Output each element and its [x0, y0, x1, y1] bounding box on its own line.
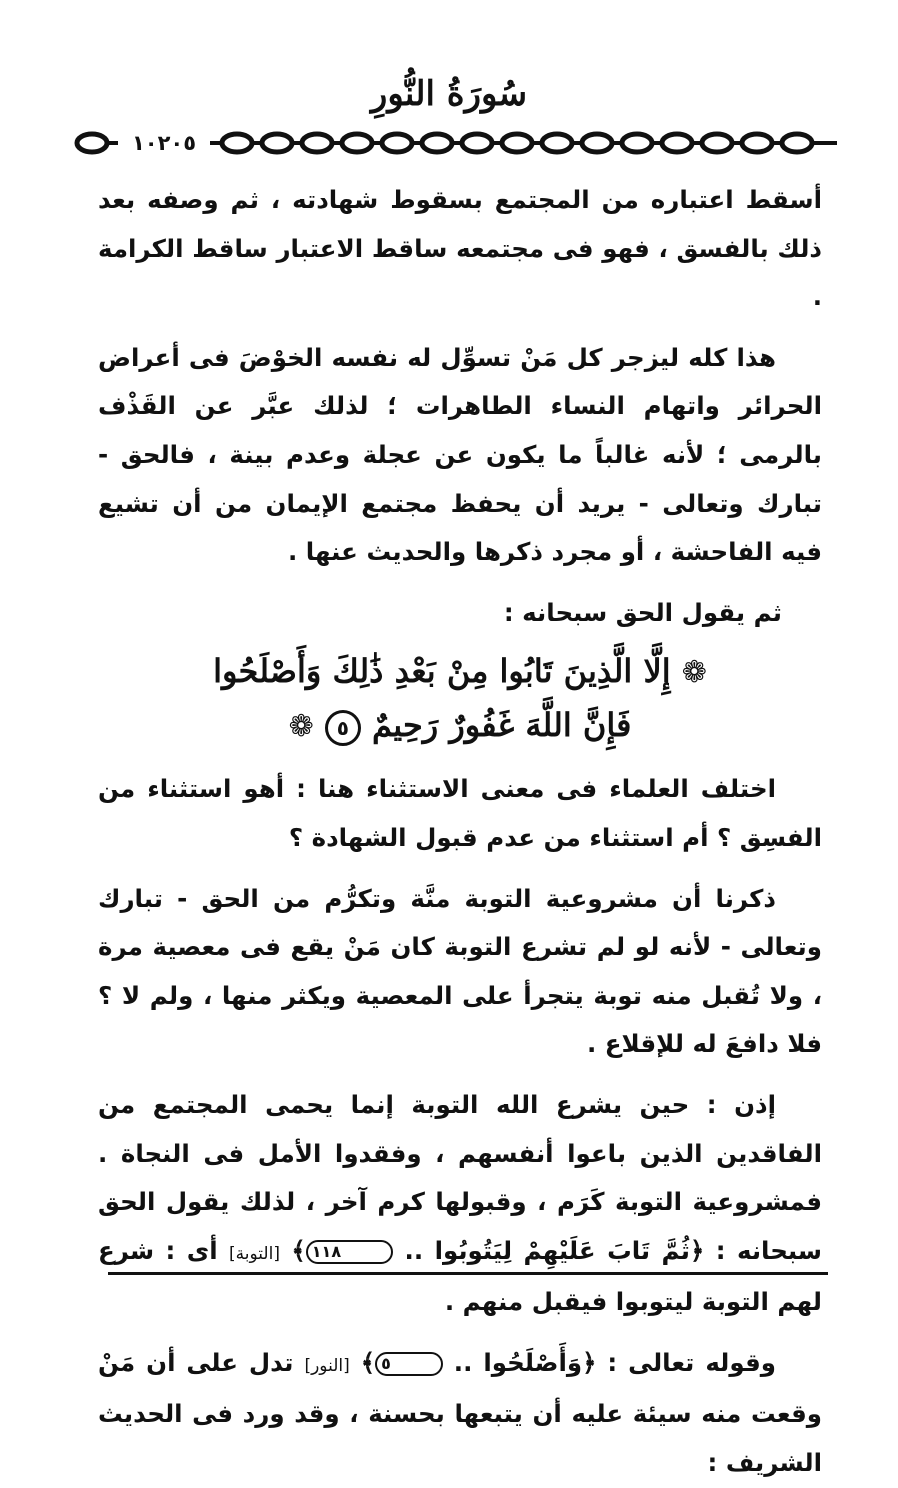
paragraph-4: ذكرنا أن مشروعية التوبة منَّة وتكرُّم من الحق - تبارك وتعالى - لأنه لو لم تشرع التوبة كان مَنْ يقع فى معصية مرة ، ولا تُقبل منه توبة يتجرأ على المعصية ويكثر منها ، ولم لا ؟ فلا دافعَ له للإقلاع . [98, 883, 822, 1059]
surah-title: سُورَةُ النُّورِ [370, 74, 528, 114]
inline-quote: وَأَصْلَحُوا .. [453, 1347, 583, 1377]
verse-open-ornament-icon: ❁ [681, 655, 707, 691]
quote-close-bracket: ﴾ [291, 1235, 306, 1265]
paragraph-5-tail: أى : شرع لهم التوبة ليتوبوا فيقبل منهم . [98, 1235, 822, 1317]
verse-line-2: فَإِنَّ اللَّهَ غَفُورٌ رَحِيمٌ [371, 706, 632, 745]
surah-reference: [النور] [304, 1355, 350, 1376]
paragraph-6 [98, 1339, 822, 1488]
verse-number-badge: ٥ [325, 710, 361, 746]
inline-verse-number: ٥ [375, 1352, 443, 1376]
paragraph-2: هذا كله ليزجر كل مَنْ تسوِّل له نفسه الخوْضَ فى أعراض الحرائر واتهام النساء الطاهرات ؛ لذلك عبَّر عن القَذْف بالرمى ؛ لأنه غالباً ما يكون عن عجلة وعدم بينة ، فالحق - تبارك وتعالى - يريد أن يحفظ مجتمع الإيمان من أن تشيع فيه الفاحشة ، أو مجرد ذكرها والحديث عنها . [98, 342, 822, 567]
paragraph-6-tail: تدل على أن مَنْ وقعت منه سيئة عليه أن يتبعها بحسنة ، وقد ورد فى الحديث الشريف : [98, 1347, 822, 1478]
paragraph-3: اختلف العلماء فى معنى الاستثناء هنا : أهو استثناء من الفسِق ؟ أم استثناء من عدم قبول الشهادة ؟ [98, 774, 822, 852]
inline-quote: ثُمَّ تَابَ عَلَيْهِمْ لِيَتُوبُوا .. [404, 1235, 690, 1265]
paragraph-5-text: إذن : حين يشرع الله التوبة إنما يحمى المجتمع من الفاقدين الذين باعوا أنفسهم ، وفقدوا الأمل فى النجاة . فمشروعية التوبة كَرَم ، وقبولها كرم آخر ، لذلك يقول الحق سبحانه : [98, 1089, 822, 1265]
paragraph-5 [98, 1081, 822, 1327]
verse-intro: ثم يقول الحق سبحانه : [503, 597, 782, 627]
paragraph-6-lead: وقوله تعالى : [607, 1347, 777, 1377]
body-text [98, 176, 822, 1488]
page-number: ١٠٢٠٥ [118, 128, 210, 158]
verse-close-ornament-icon: ❁ [288, 709, 314, 745]
quote-open-bracket: ﴿ [582, 1347, 597, 1377]
quote-close-bracket: ﴾ [360, 1347, 376, 1377]
inline-verse-number: ١١٨ [306, 1240, 393, 1264]
surah-reference: [التوبة] [229, 1243, 280, 1264]
verse-line-1: إِلَّا الَّذِينَ تَابُوا مِنْ بَعْدِ ذَٰلِكَ وَأَصْلَحُوا [213, 652, 671, 691]
paragraph-1: أسقط اعتباره من المجتمع بسقوط شهادته ، ثم وصفه بعد ذلك بالفسق ، فهو فى مجتمعه ساقط الاعتبار ساقط الكرامة . [98, 185, 822, 312]
quote-open-bracket: ﴿ [689, 1235, 705, 1265]
quran-verse [98, 645, 822, 753]
footer-rule [108, 1272, 828, 1275]
